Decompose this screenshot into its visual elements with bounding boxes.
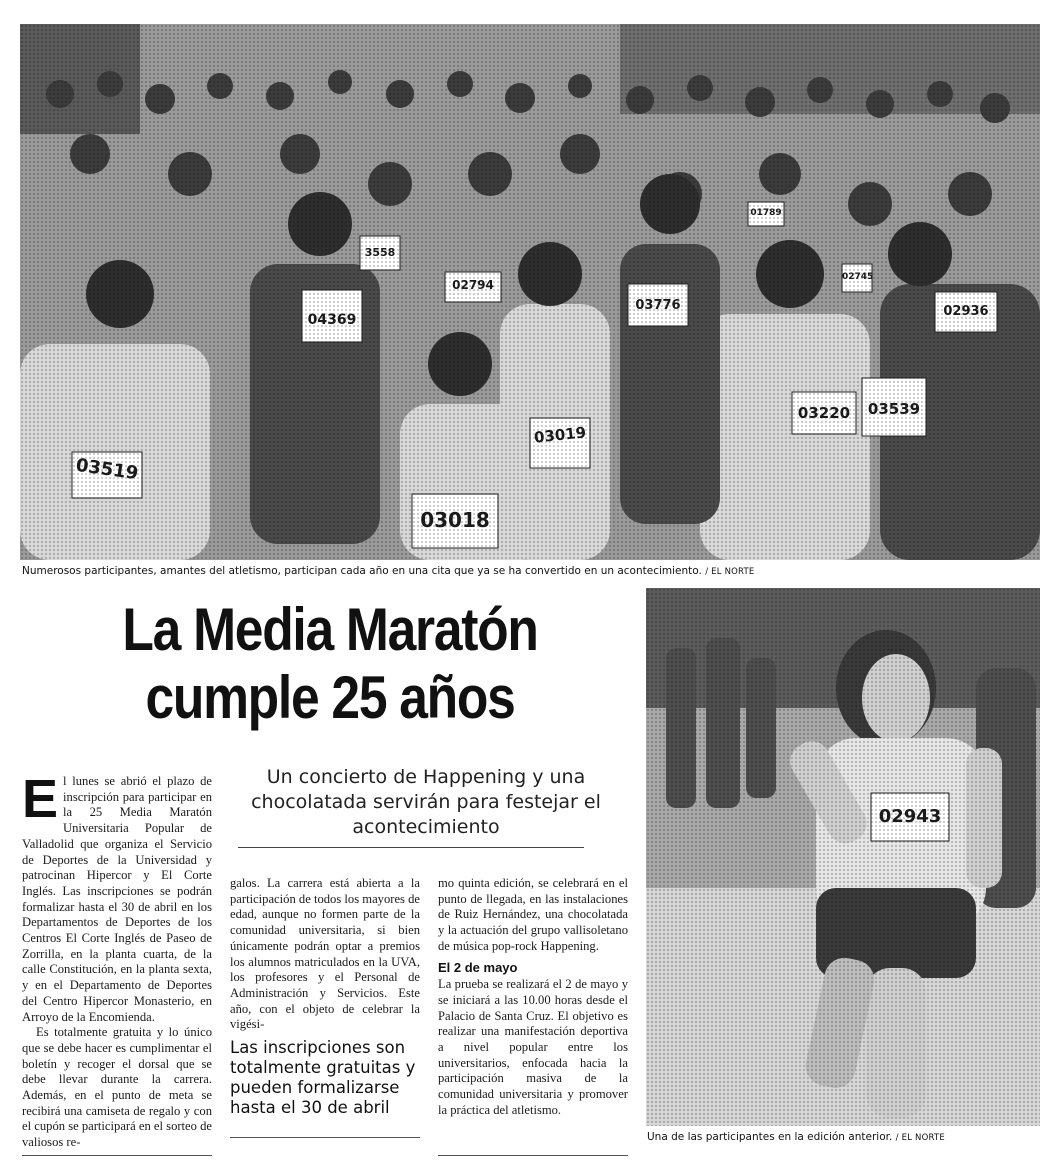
paragraph: galos. La carrera está abierta a la participación de todos los mayores de edad, aunque no formen parte de la comunidad universitaria, si bien únicamente podrán optar a premios los alumnos matriculados en la UVA, los profesores y el Personal de Administración y Servicios. Este año, con el objeto de celebrar la vigési- <box>230 876 420 1032</box>
bib-number: 03220 <box>797 404 851 422</box>
female-runner-photo <box>646 588 1040 1126</box>
drop-cap: E <box>22 769 59 829</box>
article-column-2 <box>230 876 420 1033</box>
article-headline <box>65 596 595 732</box>
runners-crowd-illustration <box>20 24 1040 560</box>
bib-number: 03539 <box>867 400 921 418</box>
pull-quote: Las inscripciones son totalmente gratuitas y pueden formalizarse hasta el 30 de abril <box>230 1038 416 1117</box>
side-photo-caption <box>647 1131 945 1143</box>
article-column-3 <box>438 876 628 1119</box>
bib-number: 02936 <box>943 304 989 319</box>
runners-crowd-photo <box>20 24 1040 560</box>
bib-number: 01789 <box>750 208 782 218</box>
headline-line-1: La Media Maratón <box>122 596 538 663</box>
headline-line-2: cumple 25 años <box>145 664 515 731</box>
paragraph: Es totalmente gratuita y lo único que se debe hacer es cumplimentar el boletín y recoger el dorsal que se debe llevar durante la carrera. Además, en el punto de meta se recibirá una camiseta de regalo y con el cupón se participará en el sorteo de valiosos re- <box>22 1025 212 1150</box>
subhead-divider <box>238 847 584 848</box>
caption-text: Una de las participantes en la edición anterior. <box>647 1131 893 1143</box>
bib-number: 03019 <box>533 423 587 447</box>
female-runner-illustration <box>646 588 1040 1126</box>
article-subheadline: Un concierto de Happening y una chocolatada servirán para festejar el acontecimiento <box>251 766 601 838</box>
column-divider <box>438 1155 628 1156</box>
column-divider <box>230 1137 420 1138</box>
photo-credit: / EL NORTE <box>705 567 755 577</box>
bib-number: 03519 <box>74 454 140 485</box>
bib-number: 03018 <box>420 508 490 532</box>
paragraph: La prueba se realizará el 2 de mayo y se iniciará a las 10.00 horas desde el Palacio de Santa Cruz. El objetivo es realizar una manifestación deportiva a nivel popular entre los universitarios, enfocada hacia la participación masiva de la comunidad universitaria y promover la práctica del atletismo. <box>438 977 628 1117</box>
column-divider <box>22 1155 212 1156</box>
bib-number: 04369 <box>307 312 357 328</box>
bib-number: 02943 <box>878 806 942 827</box>
article-column-1 <box>22 769 212 1151</box>
caption-text: Numerosos participantes, amantes del atletismo, participan cada año en una cita que ya se ha convertido en un acontecimiento. <box>22 565 702 577</box>
bib-number: 02745 <box>842 272 874 282</box>
paragraph: mo quinta edición, se celebrará en el punto de llegada, en las instalaciones de Ruiz Hernández, una chocolatada y la actuación del grupo vallisoletano de música pop-rock Happening. <box>438 876 628 953</box>
top-photo-caption <box>22 565 754 577</box>
bib-number: 03776 <box>635 298 681 313</box>
paragraph: l lunes se abrió el plazo de inscripción para participar en la 25 Media Maratón Universitaria Popular de Valladolid que organiza el Servicio de Deportes de la Universidad y patrocinan Hipercor y El Corte Inglés. Las inscripciones se podrán formalizar hasta el 30 de abril en los Departamentos de Deportes de los Centros El Corte Inglés de Paseo de Zorrilla, en la planta cuarta, de la calle Constitución, en la planta sexta, y en el Departamento de Deportes del Centro Hipercor Monasterio, en Arroyo de la Encomienda. <box>22 774 212 1024</box>
bib-number: 3558 <box>364 246 396 259</box>
photo-credit: / EL NORTE <box>895 1133 945 1143</box>
section-heading: El 2 de mayo <box>438 959 518 975</box>
bib-number: 02794 <box>452 278 494 292</box>
